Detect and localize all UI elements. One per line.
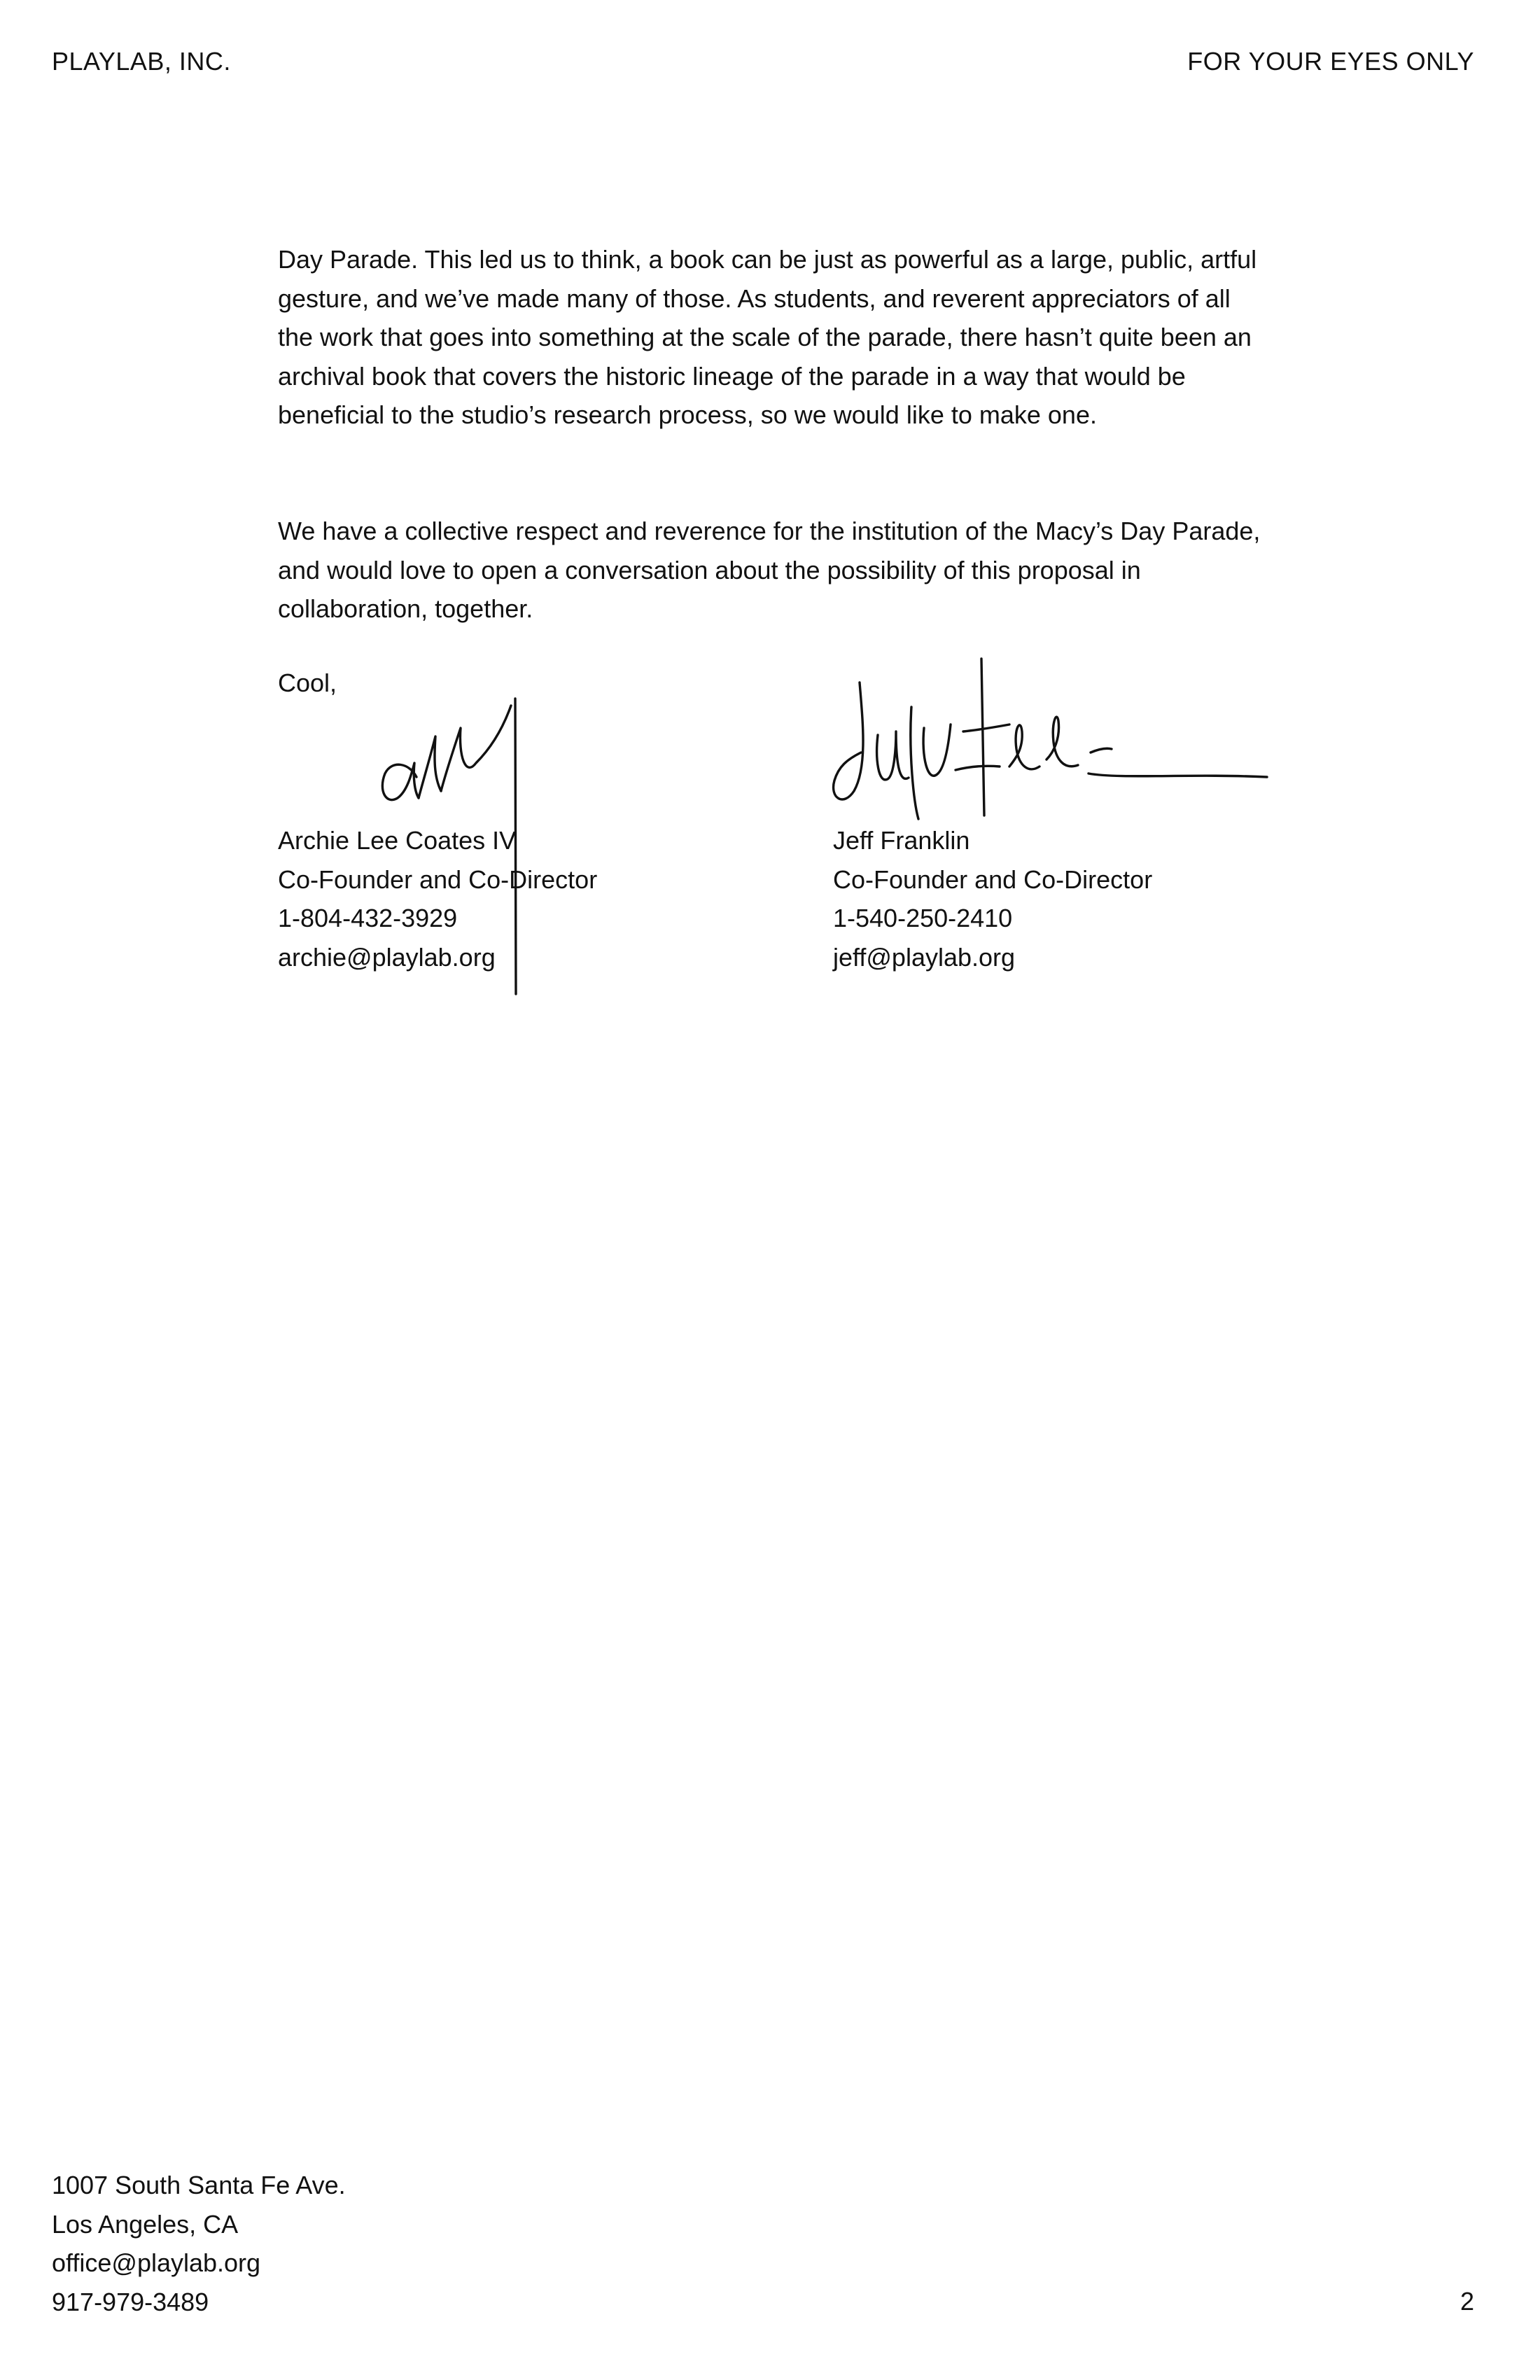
signatory-name: Archie Lee Coates IV bbox=[278, 826, 517, 855]
body-paragraph-2: We have a collective respect and reverence for the institution of the Macy’s Day Parade, and would love to open a conversation about the possibility of this proposal in collaboration, together. bbox=[278, 517, 1261, 623]
signatory-name: Jeff Franklin bbox=[833, 826, 970, 855]
closing-salutation: Cool, bbox=[278, 668, 337, 697]
header-classification: FOR YOUR EYES ONLY bbox=[1187, 47, 1474, 76]
footer-address bbox=[52, 2166, 346, 2321]
footer-phone: 917-979-3489 bbox=[52, 2287, 209, 2316]
signatory-archie bbox=[278, 821, 597, 976]
signature-jeff bbox=[826, 654, 1274, 822]
page-number: 2 bbox=[1460, 2287, 1474, 2316]
footer-email: office@playlab.org bbox=[52, 2248, 261, 2277]
footer-street: 1007 South Santa Fe Ave. bbox=[52, 2171, 346, 2199]
signatory-email: archie@playlab.org bbox=[278, 942, 496, 972]
signatory-jeff bbox=[833, 821, 1152, 976]
header-company: PLAYLAB, INC. bbox=[52, 47, 231, 76]
signatory-phone: 1-804-432-3929 bbox=[278, 904, 458, 932]
signatory-phone: 1-540-250-2410 bbox=[833, 904, 1013, 932]
footer-city: Los Angeles, CA bbox=[52, 2209, 239, 2239]
body-paragraph-1: Day Parade. This led us to think, a book can be just as powerful as a large, public, artful gesture, and we’ve made many of those. As students, and reverent appreciators of all the work that goes into something at the scale of the parade, there hasn’t quite been an archival book that covers the historic lineage of the parade in a way that would be beneficial to the studio’s research process, so we would like to make one. bbox=[278, 245, 1257, 429]
signatory-title: Co-Founder and Co-Director bbox=[833, 864, 1153, 894]
signatory-title: Co-Founder and Co-Director bbox=[278, 864, 598, 894]
signatory-email: jeff@playlab.org bbox=[833, 942, 1016, 972]
